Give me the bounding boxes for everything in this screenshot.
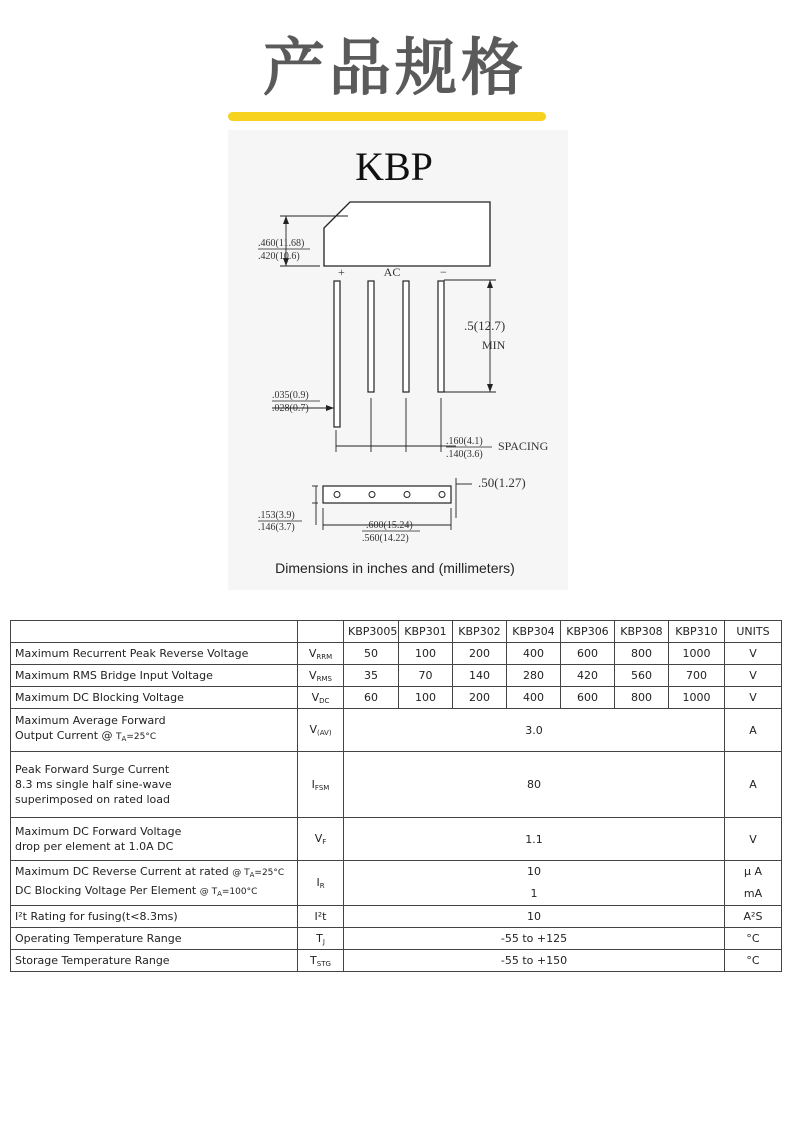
- value-cell: 100: [399, 687, 453, 709]
- lead-3: [403, 281, 409, 392]
- dim-length-top: .600(15.24): [366, 520, 413, 531]
- package-bottom-view: [323, 486, 451, 503]
- value-cell: -55 to +150: [344, 950, 725, 972]
- param-label: I²t Rating for fusing(t<8.3ms): [11, 906, 298, 928]
- table-row-i2t: [11, 906, 782, 928]
- value-cell: 200: [453, 687, 507, 709]
- param-symbol: $I_R$: [298, 861, 344, 906]
- spec-table: [10, 620, 782, 972]
- model-header: KBP3005: [344, 621, 399, 643]
- param-label: Maximum DC Reverse Current at rated @ $T_A=25^\circ C$ DC Blocking Voltage Per Element @ $T_A=100^\circ C$: [11, 861, 298, 906]
- ac-label: AC: [383, 265, 401, 279]
- param-label: Peak Forward Surge Current 8.3 ms single half sine-wave superimposed on rated load: [11, 752, 298, 818]
- value-cell: 700: [669, 665, 725, 687]
- pin-minus-label: −: [440, 265, 447, 279]
- page-heading: 产品规格: [262, 31, 527, 104]
- value-cell: 1000: [669, 687, 725, 709]
- model-header: KBP308: [615, 621, 669, 643]
- lead-4: [438, 281, 444, 392]
- table-row-tj: [11, 928, 782, 950]
- value-cell: 140: [453, 665, 507, 687]
- dim-a-bottom: .420(10.6): [258, 251, 300, 262]
- value-cell: 600: [561, 687, 615, 709]
- header-row: [11, 621, 782, 643]
- value-cell: 35: [344, 665, 399, 687]
- units-header: UNITS: [725, 621, 782, 643]
- value-cell: 10 1: [344, 861, 725, 906]
- param-symbol: $I_{FSM}$: [298, 752, 344, 818]
- value-cell: 10: [344, 906, 725, 928]
- unit-cell: A²S: [725, 906, 782, 928]
- header-blank: [11, 621, 298, 643]
- table-row-ifsm: [11, 752, 782, 818]
- dim-thickness-top: .153(3.9): [258, 510, 295, 521]
- dim-lead-length: .5(12.7): [464, 318, 506, 333]
- unit-cell: V: [725, 665, 782, 687]
- unit-cell: A: [725, 709, 782, 752]
- package-drawing: [228, 130, 568, 590]
- param-symbol: $V_{RRM}$: [298, 643, 344, 665]
- table-row-vdc: [11, 687, 782, 709]
- pin-plus-label: +: [338, 265, 345, 279]
- unit-cell: V: [725, 687, 782, 709]
- model-header: KBP310: [669, 621, 725, 643]
- dim-lead-width-top: .035(0.9): [272, 390, 309, 401]
- value-cell: 70: [399, 665, 453, 687]
- unit-cell: V: [725, 818, 782, 861]
- dimension-caption: Dimensions in inches and (millimeters): [275, 560, 515, 576]
- value-cell: 560: [615, 665, 669, 687]
- value-cell: 80: [344, 752, 725, 818]
- model-title: KBP: [355, 144, 433, 189]
- unit-cell: μ A mA: [725, 861, 782, 906]
- dim-thickness-bottom: .146(3.7): [258, 522, 295, 533]
- param-symbol: $V_{RMS}$: [298, 665, 344, 687]
- value-cell: 400: [507, 643, 561, 665]
- table-row-vf: [11, 818, 782, 861]
- param-symbol: $V_F$: [298, 818, 344, 861]
- model-header: KBP304: [507, 621, 561, 643]
- param-label: Maximum RMS Bridge Input Voltage: [11, 665, 298, 687]
- value-cell: 600: [561, 643, 615, 665]
- value-cell: -55 to +125: [344, 928, 725, 950]
- spacing-label: SPACING: [498, 439, 549, 453]
- unit-cell: A: [725, 752, 782, 818]
- value-cell: 60: [344, 687, 399, 709]
- value-cell: 420: [561, 665, 615, 687]
- table-row-vrrm: [11, 643, 782, 665]
- dim-pitch: .50(1.27): [478, 475, 526, 490]
- value-cell: 1000: [669, 643, 725, 665]
- value-cell: 800: [615, 643, 669, 665]
- model-header: KBP302: [453, 621, 507, 643]
- heading-underline: [228, 112, 546, 121]
- lead-1: [334, 281, 340, 427]
- table-row-tstg: [11, 950, 782, 972]
- package-body: [324, 202, 490, 266]
- param-label: Maximum Average Forward Output Current @ $T_A=25^\circ C$: [11, 709, 298, 752]
- param-label: Maximum DC Forward Voltage drop per element at 1.0A DC: [11, 818, 298, 861]
- lead-2: [368, 281, 374, 392]
- dim-length-bottom: .560(14.22): [362, 533, 409, 544]
- value-cell: 1.1: [344, 818, 725, 861]
- dim-a-top: .460(11.68): [258, 238, 305, 249]
- param-symbol: $T_{STG}$: [298, 950, 344, 972]
- unit-cell: °C: [725, 950, 782, 972]
- param-symbol: $V_{DC}$: [298, 687, 344, 709]
- param-symbol: $V_{(AV)}$: [298, 709, 344, 752]
- value-cell: 400: [507, 687, 561, 709]
- param-label: Maximum Recurrent Peak Reverse Voltage: [11, 643, 298, 665]
- unit-cell: V: [725, 643, 782, 665]
- table-row-ir: [11, 861, 782, 906]
- model-header: KBP301: [399, 621, 453, 643]
- table-row-iav: [11, 709, 782, 752]
- table-row-vrms: [11, 665, 782, 687]
- dim-lead-min: MIN: [482, 338, 506, 352]
- value-cell: 3.0: [344, 709, 725, 752]
- value-cell: 50: [344, 643, 399, 665]
- dim-lead-width-bottom: .028(0.7): [272, 403, 309, 414]
- dim-spacing-bottom: .140(3.6): [446, 449, 483, 460]
- param-label: Maximum DC Blocking Voltage: [11, 687, 298, 709]
- param-label: Operating Temperature Range: [11, 928, 298, 950]
- value-cell: 100: [399, 643, 453, 665]
- header-blank-sym: [298, 621, 344, 643]
- dim-spacing-top: .160(4.1): [446, 436, 483, 447]
- value-cell: 800: [615, 687, 669, 709]
- param-symbol: I²t: [298, 906, 344, 928]
- value-cell: 280: [507, 665, 561, 687]
- param-symbol: $T_J$: [298, 928, 344, 950]
- unit-cell: °C: [725, 928, 782, 950]
- param-label: Storage Temperature Range: [11, 950, 298, 972]
- model-header: KBP306: [561, 621, 615, 643]
- value-cell: 200: [453, 643, 507, 665]
